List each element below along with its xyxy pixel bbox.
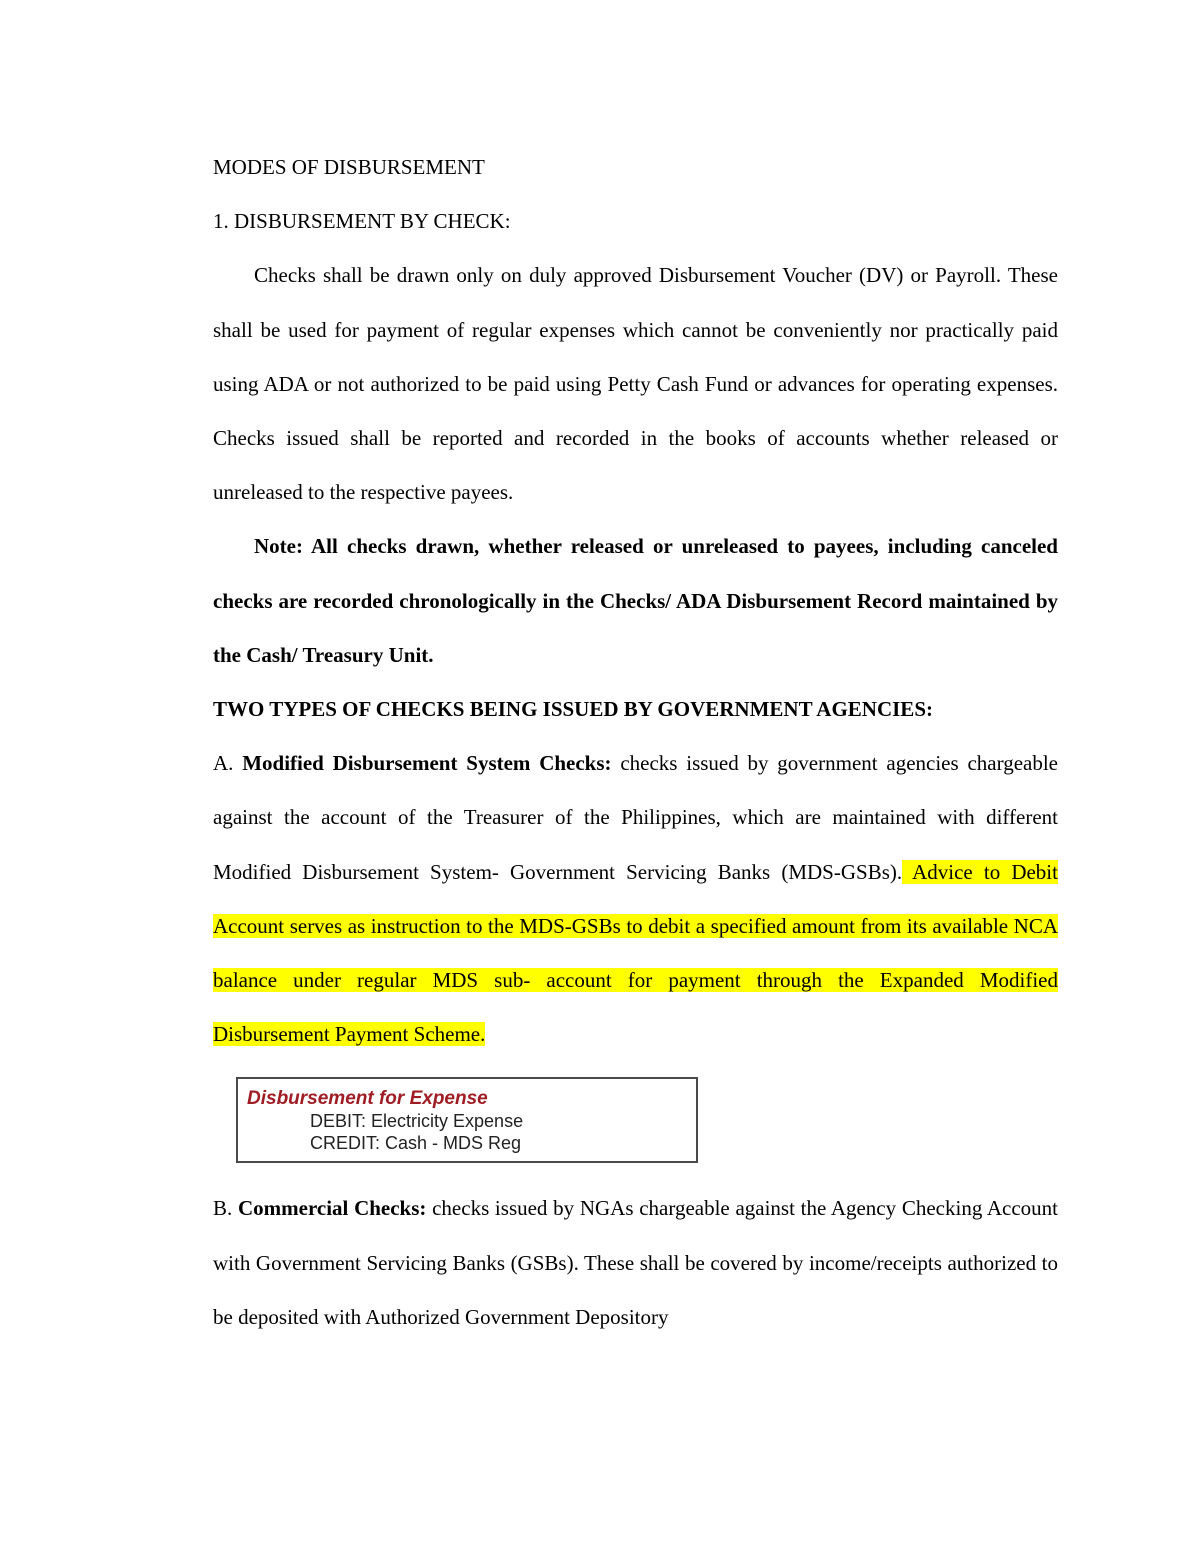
section-1-title: 1. DISBURSEMENT BY CHECK: bbox=[213, 209, 511, 234]
type-a-term: Modified Disbursement System Checks: bbox=[242, 751, 612, 776]
type-a-paragraph bbox=[213, 736, 1058, 1061]
type-b-paragraph bbox=[213, 1181, 1058, 1344]
type-b-text: checks issued by NGAs chargeable against the Agency Checking Account with Government Servicing Banks (GSBs). These shall be covered by income/receipts authorized to be deposited with Authorized Government Depository bbox=[213, 1196, 1058, 1329]
document-body bbox=[213, 140, 1058, 1344]
type-a-highlighted-text: Advice to Debit Account serves as instruction to the MDS-GSBs to debit a specified amount from its available NCA balance under regular MDS sub- account for payment through the Expanded Modified Disbursement Payment Scheme. bbox=[213, 859, 1058, 1047]
section-1-note: Note: All checks drawn, whether released or unreleased to payees, including canceled checks are recorded chronologically in the Checks/ ADA Disbursement Record maintained by the Cash/ Treasury Unit. bbox=[213, 534, 1058, 667]
type-b-prefix: B. bbox=[213, 1196, 238, 1221]
type-a-text: checks issued by government agencies chargeable against the account of the Treasurer of the Philippines, which are maintained with different Modified Disbursement System- Government Servicing Banks (MDS-GSBs). bbox=[213, 751, 1058, 884]
type-b-term: Commercial Checks: bbox=[237, 1196, 427, 1221]
type-a-prefix: A. bbox=[213, 751, 243, 776]
journal-entry-debit: DEBIT: Electricity Expense bbox=[310, 1111, 524, 1132]
document-heading: MODES OF DISBURSEMENT bbox=[213, 155, 485, 179]
journal-entry-box bbox=[236, 1077, 698, 1163]
journal-entry-credit: CREDIT: Cash - MDS Reg bbox=[310, 1133, 522, 1154]
section-1-paragraph: Checks shall be drawn only on duly approved Disbursement Voucher (DV) or Payroll. These shall be used for payment of regular expenses which cannot be conveniently nor practically paid using ADA or not authorized to be paid using Petty Cash Fund or advances for operating expenses. Checks issued shall be reported and recorded in the books of accounts whether released or unreleased to the respective payees. bbox=[213, 263, 1058, 505]
journal-entry-title: Disbursement for Expense bbox=[247, 1088, 488, 1110]
types-heading: TWO TYPES OF CHECKS BEING ISSUED BY GOVERNMENT AGENCIES: bbox=[213, 697, 933, 722]
